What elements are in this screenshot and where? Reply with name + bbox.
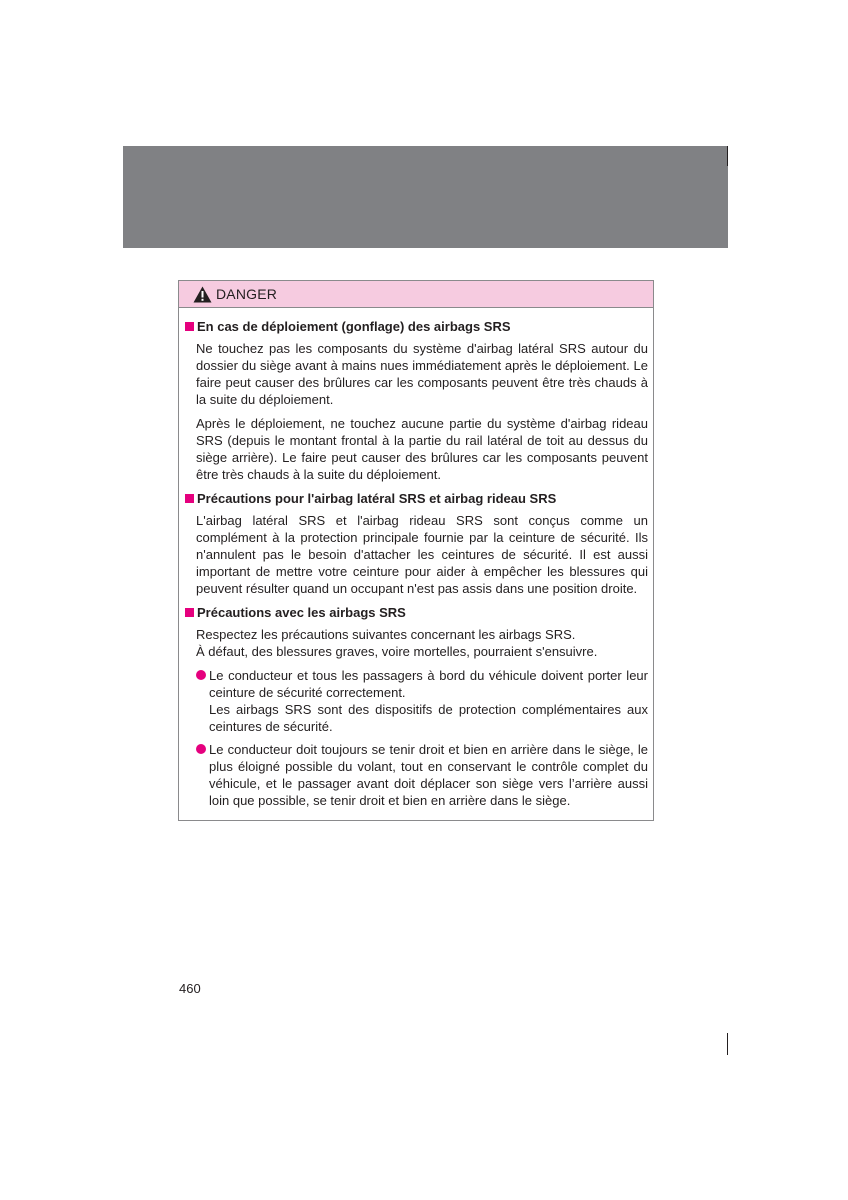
section-heading (184, 604, 648, 621)
round-bullet-icon (196, 670, 206, 680)
section-heading (184, 490, 648, 507)
danger-content (179, 308, 653, 809)
intro-line: À défaut, des blessures graves, voire mortelles, pourraient s'ensuivre. (196, 644, 598, 659)
paragraph: Après le déploiement, ne touchez aucune partie du système d'airbag rideau SRS (depuis le montant frontal à la partie du rail latéral de toit au dessus du siège arrière). Le faire peut causer des brûlures car les composants peuvent être très chauds à la suite du déploiement. (196, 416, 648, 482)
list-item-text: Le conducteur doit toujours se tenir droit et bien en arrière dans le siège, le plus éloigné possible du volant, tout en conservant le contrôle complet du véhicule, et le passager avant doit déplacer son siège vers l’arrière aussi loin que possible, se tenir droit et bien en arrière dans le siège. (209, 742, 648, 808)
intro-line: Respectez les précautions suivantes concernant les airbags SRS. (196, 627, 576, 642)
danger-box (178, 280, 654, 821)
crop-mark (727, 1033, 728, 1055)
intro-paragraph (184, 626, 648, 660)
square-bullet-icon (185, 608, 194, 617)
paragraph: L'airbag latéral SRS et l'airbag rideau SRS sont conçus comme un complément à la protection principale fournie par la ceinture de sécurité. Ils n'annulent pas le besoin d'attacher les ceintures de sécurité. Il est aussi important de mettre votre ceinture pour aider à empêcher les blessures qui peuvent résulter quand un occupant n'est pas assis dans une position droite. (196, 513, 648, 596)
paragraph: Ne touchez pas les composants du système d'airbag latéral SRS autour du dossier du siège avant à mains nues immédiatement après le déploiement. Le faire peut causer des brûlures car les composants peuvent être très chauds à la suite du déploiement. (196, 341, 648, 407)
square-bullet-icon (185, 494, 194, 503)
list-item-text: Les airbags SRS sont des dispositifs de protection complémentaires aux ceintures de sécurité. (209, 702, 648, 734)
round-bullet-icon (196, 744, 206, 754)
section-heading-text: En cas de déploiement (gonflage) des airbags SRS (197, 319, 511, 334)
section-heading (184, 318, 648, 335)
square-bullet-icon (185, 322, 194, 331)
list-item (196, 667, 648, 735)
danger-label: DANGER (216, 286, 278, 302)
danger-header (179, 281, 653, 308)
crop-mark (727, 146, 728, 166)
page-number: 460 (179, 981, 201, 996)
warning-triangle-icon (193, 286, 212, 303)
chapter-header-band (123, 146, 728, 248)
list-item-text: Le conducteur et tous les passagers à bord du véhicule doivent porter leur ceinture de sécurité correctement. (209, 668, 648, 700)
section-heading-text: Précautions avec les airbags SRS (197, 605, 406, 620)
section-heading-text: Précautions pour l'airbag latéral SRS et airbag rideau SRS (197, 491, 557, 506)
list-item (196, 741, 648, 809)
